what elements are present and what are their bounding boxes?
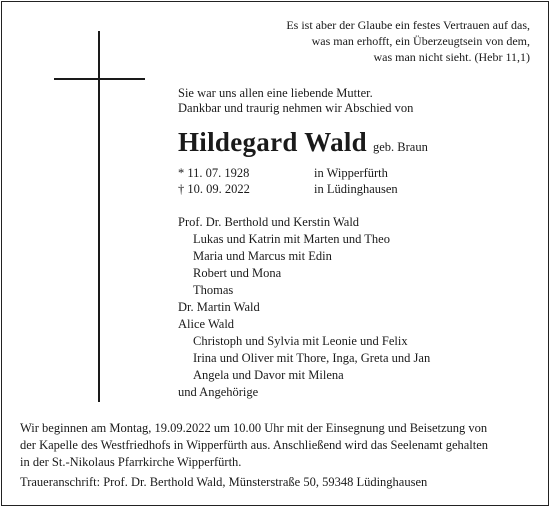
funeral-line: in der St.-Nikolaus Pfarrkirche Wipperfürth.	[20, 455, 242, 469]
cross-icon-horizontal-bar	[54, 78, 145, 80]
born-place: in Wipperfürth	[314, 166, 388, 180]
cross-icon-vertical-bar	[98, 31, 100, 402]
mourning-address	[20, 474, 540, 491]
quote-line: was man erhofft, ein Überzeugtsein von dem,	[311, 34, 530, 48]
birth-name: geb. Braun	[373, 140, 428, 154]
died-date: † 10. 09. 2022	[178, 182, 250, 196]
mourner-entry: Alice Wald	[178, 317, 235, 331]
funeral-line: der Kapelle des Westfriedhofs in Wipperfürth aus. Anschließend wird das Seelenamt gehalten	[20, 438, 489, 452]
mourner-entry: Thomas	[193, 283, 234, 297]
mourner-entry: Maria und Marcus mit Edin	[193, 249, 332, 263]
mourner-entry: Irina und Oliver mit Thore, Inga, Greta und Jan	[193, 351, 431, 365]
mourner-entry: Christoph und Sylvia mit Leonie und Felix	[193, 334, 408, 348]
mourner-entry: und Angehörige	[178, 385, 259, 399]
obituary-notice	[1, 1, 549, 506]
bible-quote	[286, 17, 530, 65]
intro-line-2: Dankbar und traurig nehmen wir Abschied von	[178, 101, 414, 115]
mourner-entry: Dr. Martin Wald	[178, 300, 260, 314]
mourner-entry: Robert und Mona	[193, 266, 282, 280]
deceased-name-block	[178, 125, 428, 159]
address-line: Traueranschrift: Prof. Dr. Berthold Wald, Münsterstraße 50, 59348 Lüdinghausen	[20, 475, 428, 489]
mourner-entry: Lukas und Katrin mit Marten und Theo	[193, 232, 390, 246]
quote-line: was man nicht sieht. (Hebr 11,1)	[373, 50, 530, 64]
quote-line: Es ist aber der Glaube ein festes Vertrauen auf das,	[286, 18, 530, 32]
funeral-line: Wir beginnen am Montag, 19.09.2022 um 10.00 Uhr mit der Einsegnung und Beisetzung von	[20, 421, 488, 435]
mourner-entry: Prof. Dr. Berthold und Kerstin Wald	[178, 215, 360, 229]
deceased-name: Hildegard Wald	[178, 127, 367, 157]
died-place: in Lüdinghausen	[314, 182, 398, 196]
mourner-entry: Angela und Davor mit Milena	[193, 368, 344, 382]
born-date: * 11. 07. 1928	[178, 166, 250, 180]
intro-line-1: Sie war uns allen eine liebende Mutter.	[178, 86, 373, 100]
funeral-details	[20, 420, 540, 471]
